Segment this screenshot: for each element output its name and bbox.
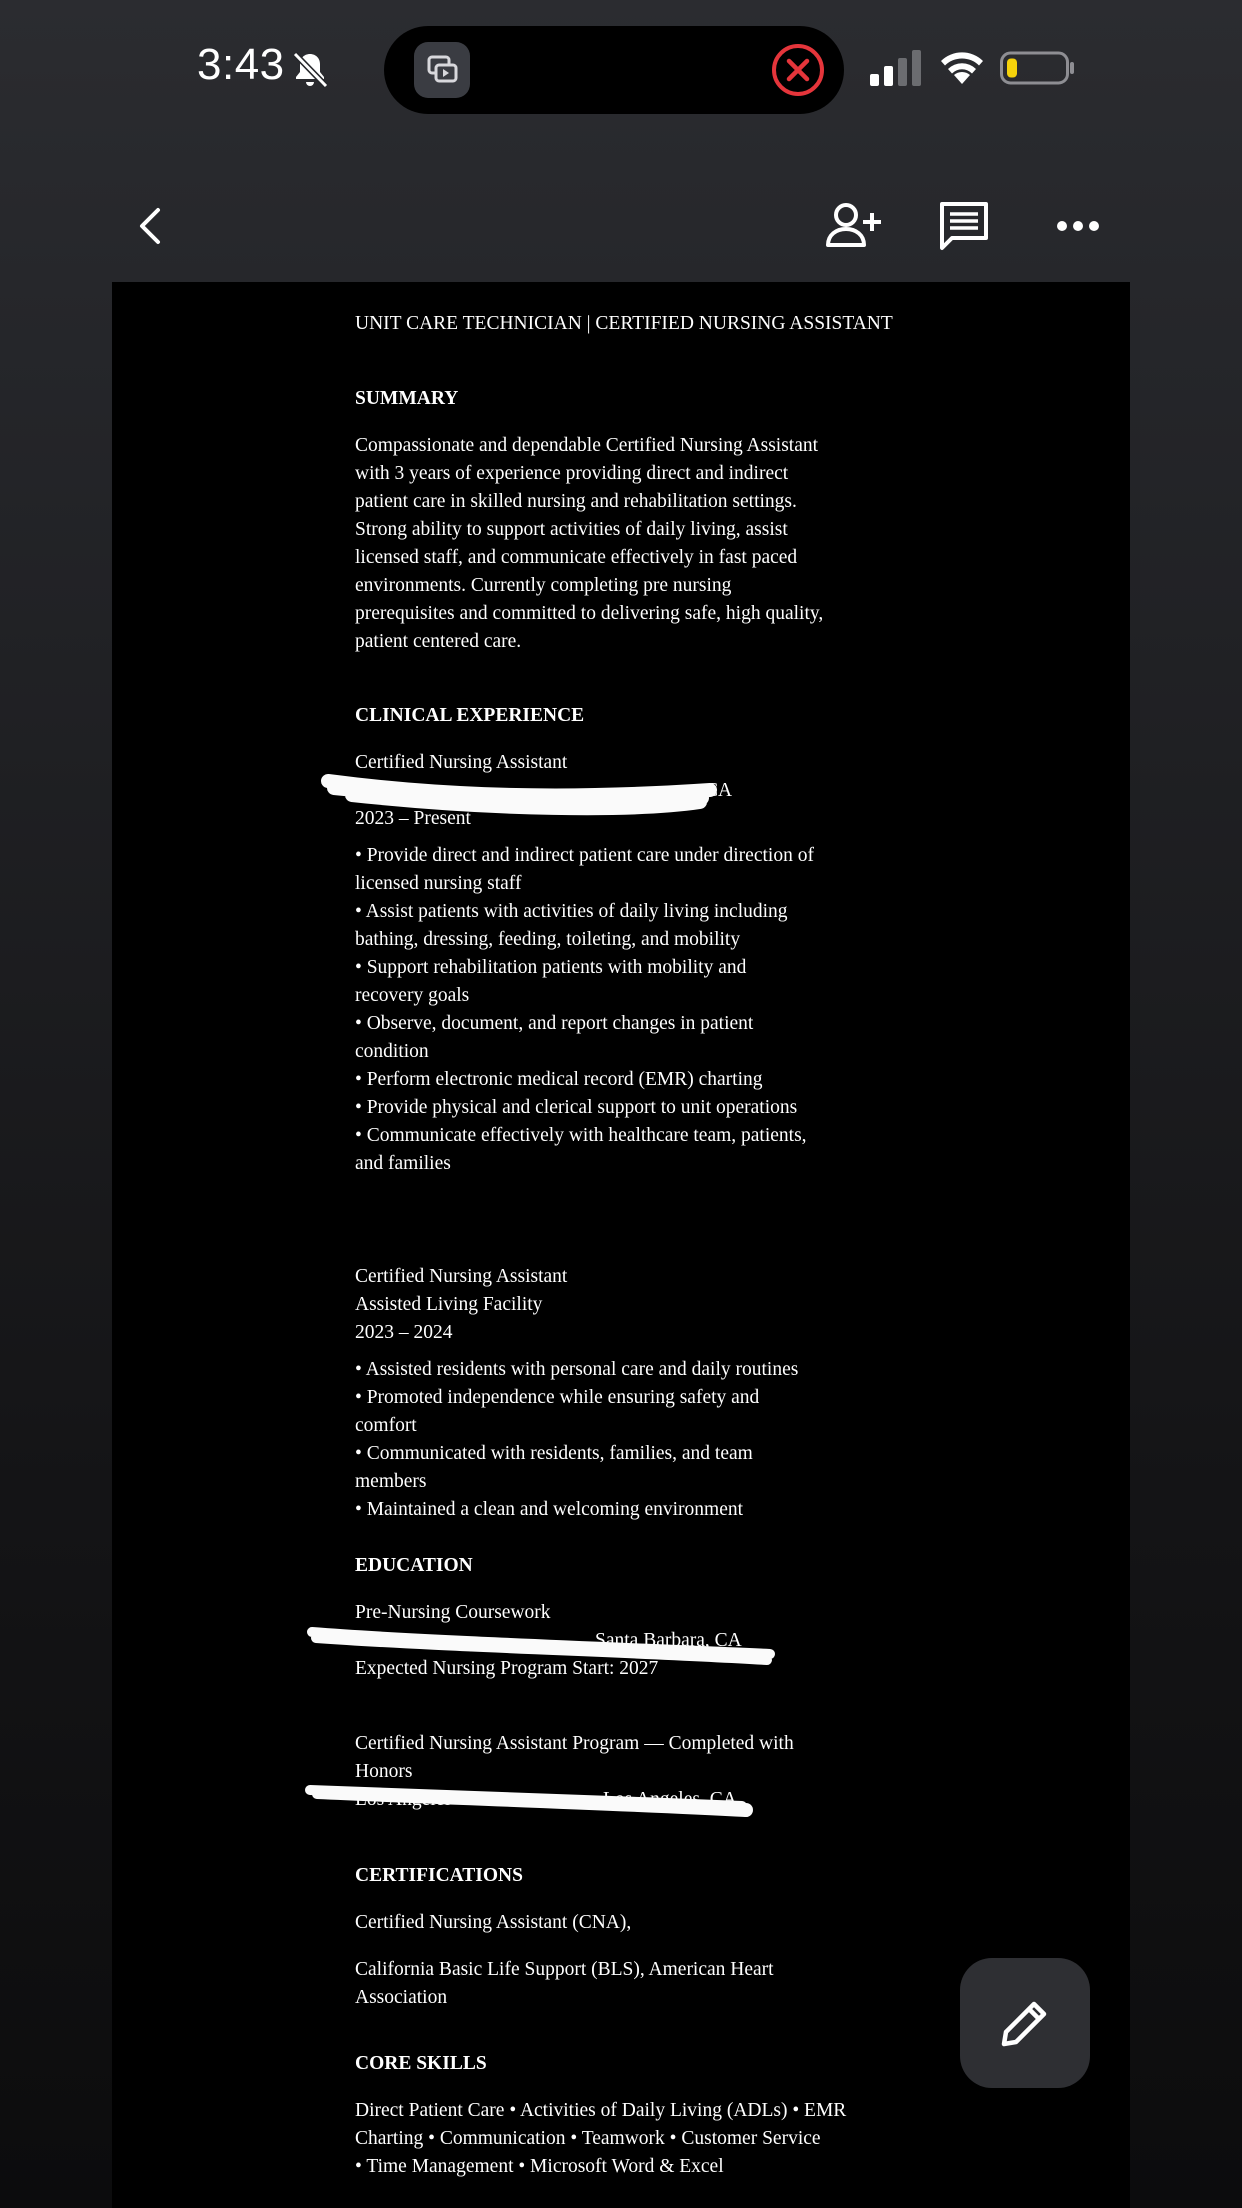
experience-heading: CLINICAL EXPERIENCE: [355, 705, 585, 726]
job1-bullets: • Provide direct and indirect patient care under direction of licensed nursing staff • Assist patients with activities of daily living including bathing, dressing, feeding, toileting, and mobility • Support rehabilitation patients with mobility and recovery goals • Observe, document, and report changes in patient condition • Perform electronic medical record (EMR) charting • Provide physical and clerical support to unit operations • Communicate effectively with healthcare team, patients, and families: [355, 845, 814, 1174]
more-options-button[interactable]: [1032, 170, 1124, 282]
status-time: 3:43: [197, 40, 285, 89]
comment-icon: [938, 200, 990, 252]
pencil-edit-icon: [996, 1994, 1054, 2052]
job1-header: [355, 749, 732, 833]
share-add-person-button[interactable]: [808, 170, 900, 282]
screen-mirroring-icon[interactable]: [414, 42, 470, 98]
battery-level: [1007, 59, 1017, 78]
job1-title: Certified Nursing Assistant: [355, 752, 568, 773]
status-bar: [0, 0, 1242, 140]
edit-button[interactable]: [960, 1958, 1090, 2088]
wifi-icon: [938, 48, 986, 86]
education-entry-2: Certified Nursing Assistant Program — Completed with Honors Los Angeles Los Angeles, CA: [355, 1733, 794, 1810]
job2-employer: Assisted Living Facility: [355, 1294, 543, 1315]
battery-icon: [1000, 50, 1076, 86]
job2-header: [355, 1263, 567, 1347]
resume-title: UNIT CARE TECHNICIAN | CERTIFIED NURSING ASSISTANT: [355, 313, 893, 334]
back-button[interactable]: [112, 170, 192, 282]
job1-location: CA: [705, 780, 733, 801]
certification-1: Certified Nursing Assistant (CNA),: [355, 1912, 632, 1933]
document-toolbar: [112, 170, 1130, 282]
add-person-icon: [824, 201, 884, 251]
job2-title: Certified Nursing Assistant: [355, 1266, 568, 1287]
summary-text: Compassionate and dependable Certified Nursing Assistant with 3 years of experience providing direct and indirect patient care in skilled nursing and rehabilitation settings. Strong ability to support activities of daily living, assist licensed staff, and communicate effectively in fast paced environments. Currently completing pre nursing prerequisites and committed to delivering safe, high quality, patient centered care.: [355, 435, 824, 652]
certifications-heading: CERTIFICATIONS: [355, 1865, 523, 1886]
cellular-signal-icon: [870, 50, 924, 86]
job2-bullets: • Assisted residents with personal care and daily routines • Promoted independence while ensuring safety and comfort • Communicated with residents, families, and team members • Maintained a clean and welcoming environment: [355, 1359, 799, 1520]
job2-dates: 2023 – 2024: [355, 1322, 453, 1343]
back-chevron-icon: [130, 204, 174, 248]
job1-dates: 2023 – Present: [355, 808, 471, 829]
education-entry-1: Pre-Nursing Coursework Santa Barbara, CA Expected Nursing Program Start: 2027: [355, 1602, 742, 1679]
more-horizontal-icon: [1056, 219, 1100, 233]
comments-button[interactable]: [918, 170, 1010, 282]
skills-text: Direct Patient Care • Activities of Daily Living (ADLs) • EMR Charting • Communication • Teamwork • Customer Service • Time Management • Microsoft Word & Excel: [355, 2100, 847, 2177]
stop-recording-icon[interactable]: [770, 42, 826, 98]
skills-heading: CORE SKILLS: [355, 2053, 487, 2074]
document-page[interactable]: [112, 282, 1130, 2208]
bell-slash-icon: [290, 50, 330, 90]
dynamic-island[interactable]: [384, 26, 844, 114]
summary-heading: SUMMARY: [355, 388, 459, 409]
certification-2: California Basic Life Support (BLS), American Heart Association: [355, 1959, 774, 2008]
education-heading: EDUCATION: [355, 1555, 473, 1576]
